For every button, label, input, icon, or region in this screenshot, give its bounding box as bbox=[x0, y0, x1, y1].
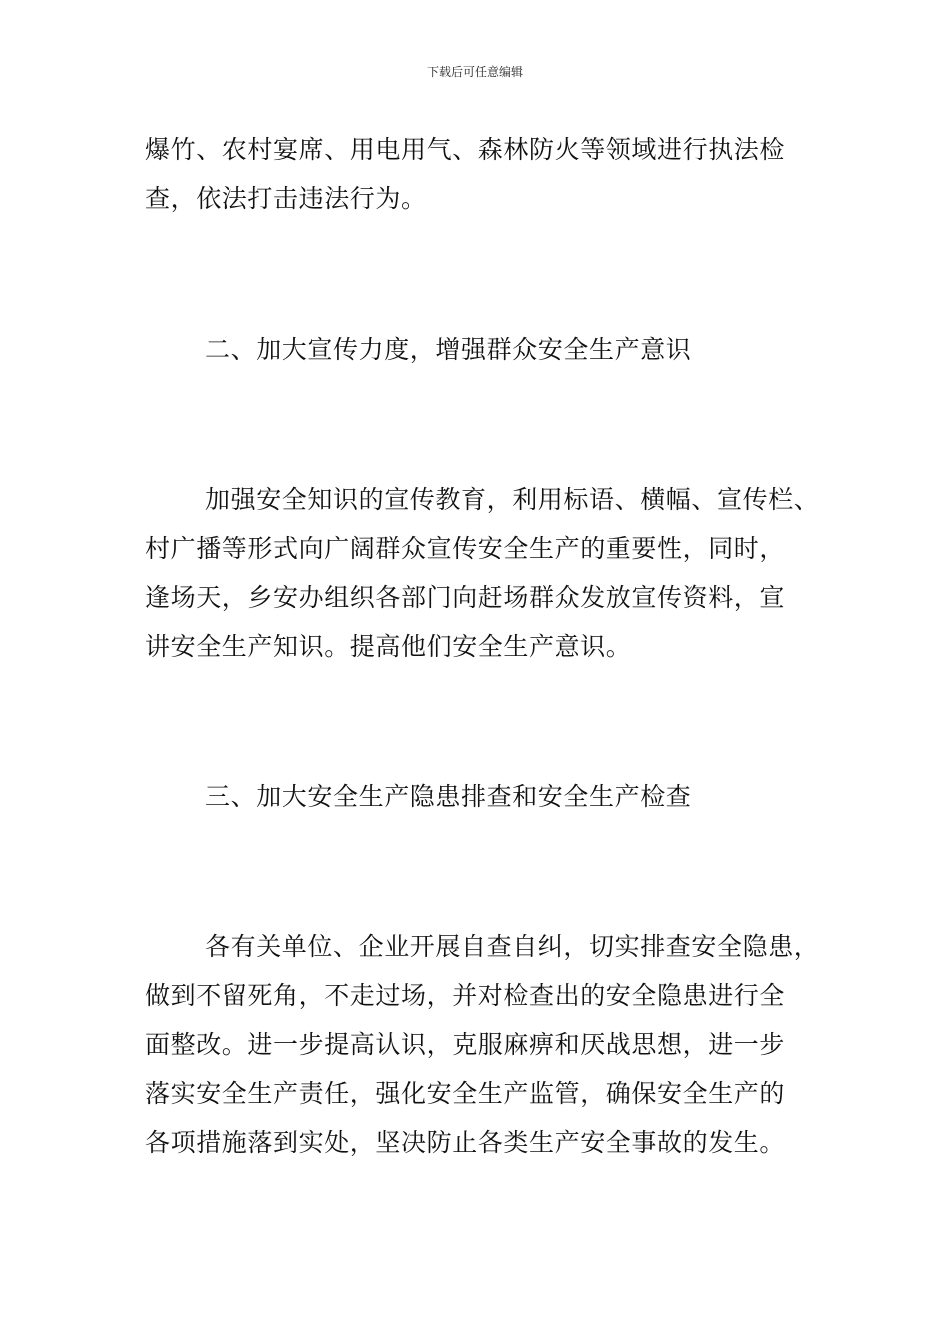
section-heading-3 bbox=[145, 772, 835, 821]
paragraph-inspection bbox=[145, 922, 835, 1167]
paragraph-line: 讲安全生产知识。提高他们安全生产意识。 bbox=[145, 632, 632, 661]
section-heading-2 bbox=[145, 325, 835, 374]
paragraph-line: 查，依法打击违法行为。 bbox=[145, 184, 427, 213]
page-header: 下载后可任意编辑 bbox=[426, 65, 523, 79]
heading-text: 三、加大安全生产隐患排查和安全生产检查 bbox=[205, 782, 692, 811]
paragraph-line: 各项措施落到实处，坚决防止各类生产安全事故的发生。 bbox=[145, 1128, 786, 1157]
paragraph-publicity bbox=[145, 475, 835, 671]
heading-text: 二、加大宣传力度，增强群众安全生产意识 bbox=[205, 335, 692, 364]
paragraph-line: 逢场天，乡安办组织各部门向赶场群众发放宣传资料，宣 bbox=[145, 583, 786, 612]
paragraph-law-enforcement bbox=[145, 125, 835, 223]
paragraph-line: 落实安全生产责任，强化安全生产监管，确保安全生产的 bbox=[145, 1079, 786, 1108]
paragraph-line: 加强安全知识的宣传教育，利用标语、横幅、宣传栏、 bbox=[205, 485, 820, 514]
paragraph-line: 爆竹、农村宴席、用电用气、森林防火等领域进行执法检 bbox=[145, 135, 786, 164]
paragraph-line: 面整改。进一步提高认识，克服麻痹和厌战思想，进一步 bbox=[145, 1030, 786, 1059]
paragraph-line: 各有关单位、企业开展自查自纠，切实排查安全隐患， bbox=[205, 932, 820, 961]
paragraph-line: 做到不留死角，不走过场，并对检查出的安全隐患进行全 bbox=[145, 981, 786, 1010]
paragraph-line: 村广播等形式向广阔群众宣传安全生产的重要性，同时， bbox=[145, 534, 786, 563]
